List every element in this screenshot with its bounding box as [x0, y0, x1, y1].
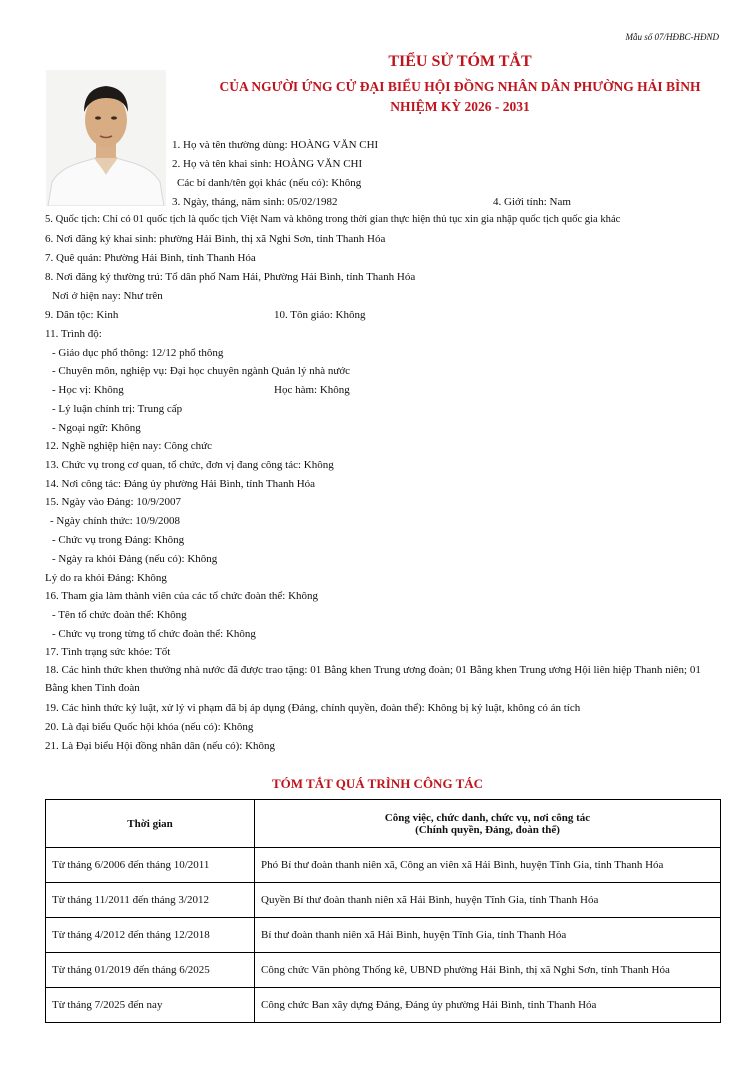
field-religion: 10. Tôn giáo: Không [274, 309, 366, 321]
header-job-line2: (Chính quyền, Đảng, đoàn thể) [415, 823, 560, 836]
field-education: 11. Trình độ: [45, 328, 102, 340]
document-title: TIỂU SỬ TÓM TẮT [388, 53, 532, 70]
field-degree: - Học vị: Không [52, 384, 124, 396]
field-national-assembly: 20. Là đại biểu Quốc hội khóa (nếu có): Không [45, 721, 254, 733]
header-job [255, 800, 721, 848]
career-section-title: TÓM TẮT QUÁ TRÌNH CÔNG TÁC [271, 776, 484, 791]
field-hometown: 7. Quê quán: Phường Hải Bình, tỉnh Thanh Hóa [45, 252, 256, 264]
field-academic-title: Học hàm: Không [274, 384, 350, 396]
field-party-join-date: 15. Ngày vào Đảng: 10/9/2007 [45, 496, 181, 508]
table-row [46, 988, 721, 1023]
document-subtitle: CỦA NGƯỜI ỨNG CỬ ĐẠI BIỂU HỘI ĐỒNG NHÂN DÂN PHƯỜNG HẢI BÌNH [219, 79, 701, 94]
row-job: Công chức Văn phòng Thống kê, UBND phường Hải Bình, thị xã Nghi Sơn, tỉnh Thanh Hóa [255, 953, 721, 988]
row-time: Từ tháng 6/2006 đến tháng 10/2011 [46, 848, 255, 883]
field-political-theory: - Lý luận chính trị: Trung cấp [52, 403, 183, 415]
header-time: Thời gian [46, 800, 255, 848]
row-time: Từ tháng 4/2012 đến tháng 12/2018 [46, 918, 255, 953]
row-time: Từ tháng 01/2019 đến tháng 6/2025 [46, 953, 255, 988]
row-time: Từ tháng 11/2011 đến tháng 3/2012 [46, 883, 255, 918]
field-gender: 4. Giới tính: Nam [493, 196, 571, 208]
table-row [46, 918, 721, 953]
field-people-council: 21. Là Đại biểu Hội đồng nhân dân (nếu có): Không [45, 740, 276, 752]
field-general-education: - Giáo dục phổ thông: 12/12 phổ thông [52, 347, 224, 359]
field-health: 17. Tình trạng sức khỏe: Tốt [45, 646, 171, 658]
field-awards: 18. Các hình thức khen thưởng nhà nước đã được trao tặng: 01 Bằng khen Trung ương đoàn; 01 Bằng khen Trung ương Hội liên hiệp Thanh niên; 01 Bằng khen Tỉnh đoàn [45, 664, 701, 694]
header-job-line1: Công việc, chức danh, chức vụ, nơi công tác [384, 811, 591, 824]
field-position: 13. Chức vụ trong cơ quan, tổ chức, đơn vị đang công tác: Không [45, 459, 334, 471]
field-organizations: 16. Tham gia làm thành viên của các tổ chức đoàn thể: Không [45, 590, 319, 602]
form-number: Mẫu số 07/HĐBC-HĐND [625, 32, 719, 42]
row-job: Phó Bí thư đoàn thanh niên xã, Công an viên xã Hải Bình, huyện Tĩnh Gia, tỉnh Thanh Hóa [255, 848, 721, 883]
portrait-photo [46, 70, 166, 206]
row-job: Bí thư đoàn thanh niên xã Hải Bình, huyện Tĩnh Gia, tỉnh Thanh Hóa [255, 918, 721, 953]
field-party-leave-date: - Ngày ra khỏi Đảng (nếu có): Không [52, 553, 218, 565]
field-current-residence: Nơi ở hiện nay: Như trên [52, 290, 163, 302]
field-organization-position: - Chức vụ trong từng tổ chức đoàn thể: Không [52, 628, 256, 640]
field-foreign-language: - Ngoại ngữ: Không [52, 422, 141, 434]
row-job: Công chức Ban xây dựng Đảng, Đảng ủy phường Hải Bình, tỉnh Thanh Hóa [255, 988, 721, 1023]
field-common-name: 1. Họ và tên thường dùng: HOÀNG VĂN CHI [172, 139, 379, 151]
field-aliases: Các bí danh/tên gọi khác (nếu có): Không [177, 177, 362, 189]
career-table [45, 799, 721, 1023]
document-term: NHIỆM KỲ 2026 - 2031 [390, 99, 530, 114]
field-nationality: 5. Quốc tịch: Chỉ có 01 quốc tịch là quốc tịch Việt Nam và không trong thời gian thực hiện thủ tục xin gia nhập quốc tịch quốc gia khác [45, 214, 621, 225]
field-permanent-residence: 8. Nơi đăng ký thường trú: Tổ dân phố Nam Hải, Phường Hải Bình, tỉnh Thanh Hóa [45, 271, 416, 283]
table-row [46, 883, 721, 918]
field-party-position: - Chức vụ trong Đảng: Không [52, 534, 185, 546]
table-row [46, 848, 721, 883]
field-professional: - Chuyên môn, nghiệp vụ: Đại học chuyên ngành Quản lý nhà nước [52, 365, 351, 377]
field-party-official-date: - Ngày chính thức: 10/9/2008 [50, 515, 180, 527]
row-time: Từ tháng 7/2025 đến nay [46, 988, 255, 1023]
field-workplace: 14. Nơi công tác: Đảng ủy phường Hải Bình, tỉnh Thanh Hóa [45, 478, 316, 490]
career-table-header [46, 800, 721, 848]
field-birth-registration: 6. Nơi đăng ký khai sinh: phường Hải Bình, thị xã Nghi Sơn, tỉnh Thanh Hóa [45, 233, 386, 245]
field-birth-name: 2. Họ và tên khai sinh: HOÀNG VĂN CHI [172, 158, 363, 170]
row-job: Quyền Bí thư đoàn thanh niên xã Hải Bình, huyện Tĩnh Gia, tỉnh Thanh Hóa [255, 883, 721, 918]
field-ethnicity: 9. Dân tộc: Kinh [45, 309, 119, 321]
field-occupation: 12. Nghề nghiệp hiện nay: Công chức [45, 440, 212, 452]
field-discipline: 19. Các hình thức kỷ luật, xử lý vi phạm đã bị áp dụng (Đảng, chính quyền, đoàn thể): Không bị kỷ luật, không có án tích [45, 702, 581, 714]
field-birth-date: 3. Ngày, tháng, năm sinh: 05/02/1982 [172, 196, 338, 208]
field-organization-name: - Tên tổ chức đoàn thể: Không [52, 609, 187, 621]
table-row [46, 953, 721, 988]
field-party-leave-reason: Lý do ra khỏi Đảng: Không [45, 572, 167, 584]
